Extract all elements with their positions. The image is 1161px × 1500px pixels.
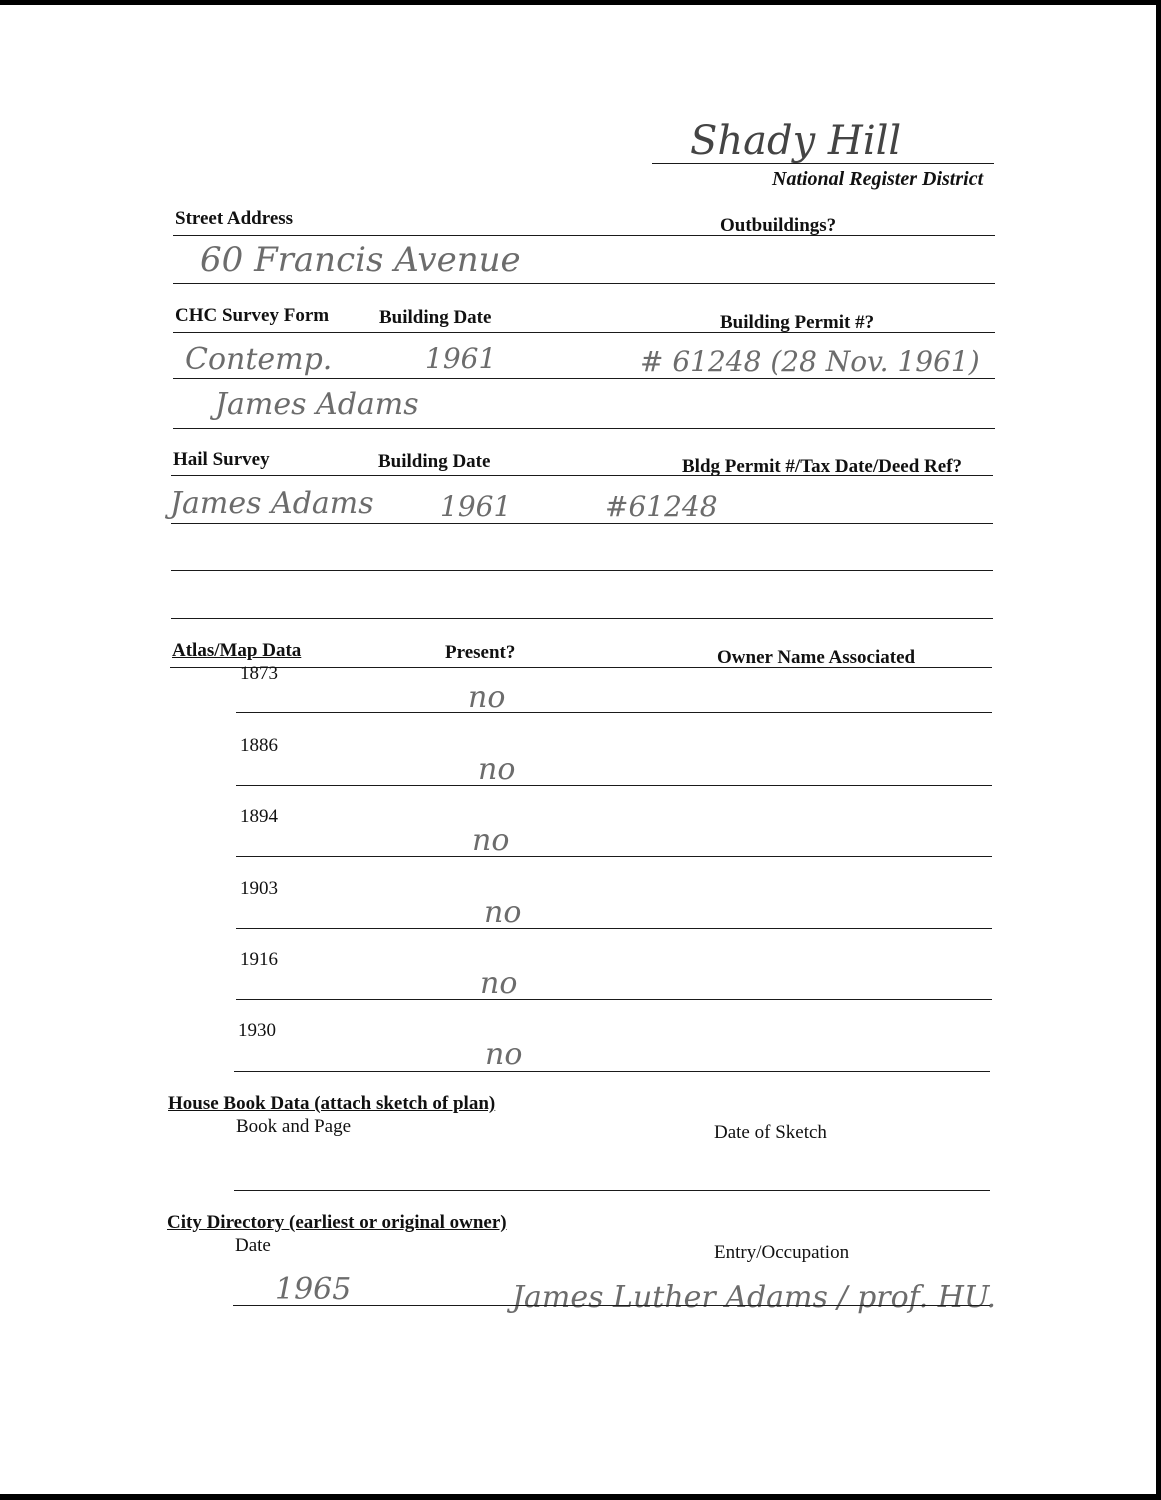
street-address-value-rule [173, 283, 995, 284]
district-label: National Register District [772, 168, 984, 190]
atlas-year: 1886 [240, 735, 278, 756]
district-rule [652, 163, 994, 164]
scan-edge-bottom [0, 1494, 1161, 1500]
hail-blank-rule-2 [171, 618, 993, 619]
street-address-label: Street Address [175, 208, 294, 229]
house-book-rule [234, 1190, 990, 1191]
atlas-present-value: no [472, 823, 510, 858]
atlas-year: 1894 [240, 806, 278, 827]
atlas-row-rule [236, 856, 992, 857]
atlas-year: 1873 [240, 663, 278, 684]
hail-date-value: 1961 [440, 490, 512, 523]
chc-survey-form-label: CHC Survey Form [175, 305, 330, 326]
atlas-present-value: no [478, 752, 516, 787]
atlas-year: 1930 [238, 1020, 276, 1041]
atlas-row-rule [236, 712, 992, 713]
chc-architect-value: James Adams [215, 387, 419, 422]
chc-building-permit-label: Building Permit #? [720, 312, 875, 333]
atlas-present-value: no [468, 680, 506, 715]
scan-edge-top [0, 0, 1161, 5]
atlas-year: 1916 [240, 949, 278, 970]
house-book-page-label: Book and Page [236, 1116, 352, 1137]
chc-building-date-label: Building Date [379, 307, 492, 328]
hail-architect-value: James Adams [170, 486, 374, 521]
chc-value-rule [173, 378, 995, 379]
atlas-row-rule [236, 928, 992, 929]
atlas-row-rule [236, 999, 992, 1000]
city-directory-entry-value: James Luther Adams / prof. HU. [512, 1280, 997, 1315]
outbuildings-label: Outbuildings? [720, 215, 837, 236]
atlas-present-value: no [484, 895, 522, 930]
atlas-year: 1903 [240, 878, 278, 899]
hail-permit-value: #61248 [605, 490, 718, 523]
chc-architect-rule [173, 428, 995, 429]
atlas-present-value: no [485, 1037, 523, 1072]
atlas-present-value: no [480, 966, 518, 1001]
hail-permit-label: Bldg Permit #/Tax Date/Deed Ref? [682, 456, 963, 477]
chc-date-value: 1961 [425, 342, 497, 375]
atlas-row-rule [234, 1071, 990, 1072]
atlas-owner-label: Owner Name Associated [717, 647, 916, 668]
street-address-value: 60 Francis Avenue [200, 240, 521, 280]
city-directory-rule [233, 1305, 990, 1306]
chc-form-value: Contemp. [185, 342, 333, 377]
city-directory-entry-label: Entry/Occupation [714, 1242, 850, 1263]
district-name-handwritten: Shady Hill [690, 118, 902, 164]
hail-value-rule [171, 523, 993, 524]
chc-permit-value: # 61248 (28 Nov. 1961) [640, 345, 980, 378]
hail-building-date-label: Building Date [378, 451, 491, 472]
city-directory-date-value: 1965 [275, 1272, 352, 1307]
hail-blank-rule-1 [171, 570, 993, 571]
atlas-header-rule [170, 667, 992, 668]
city-directory-label: City Directory (earliest or original owner) [167, 1212, 507, 1233]
street-address-rule [173, 235, 995, 236]
city-directory-date-label: Date [235, 1235, 271, 1256]
hail-survey-label: Hail Survey [173, 449, 270, 470]
house-book-label: House Book Data (attach sketch of plan) [168, 1093, 496, 1114]
scan-edge-right [1156, 0, 1161, 1500]
chc-header-rule [173, 332, 995, 333]
house-book-sketch-label: Date of Sketch [714, 1122, 827, 1143]
atlas-present-label: Present? [445, 642, 516, 663]
atlas-map-data-label: Atlas/Map Data [172, 640, 302, 661]
atlas-row-rule [236, 785, 992, 786]
hail-header-rule [171, 475, 993, 476]
